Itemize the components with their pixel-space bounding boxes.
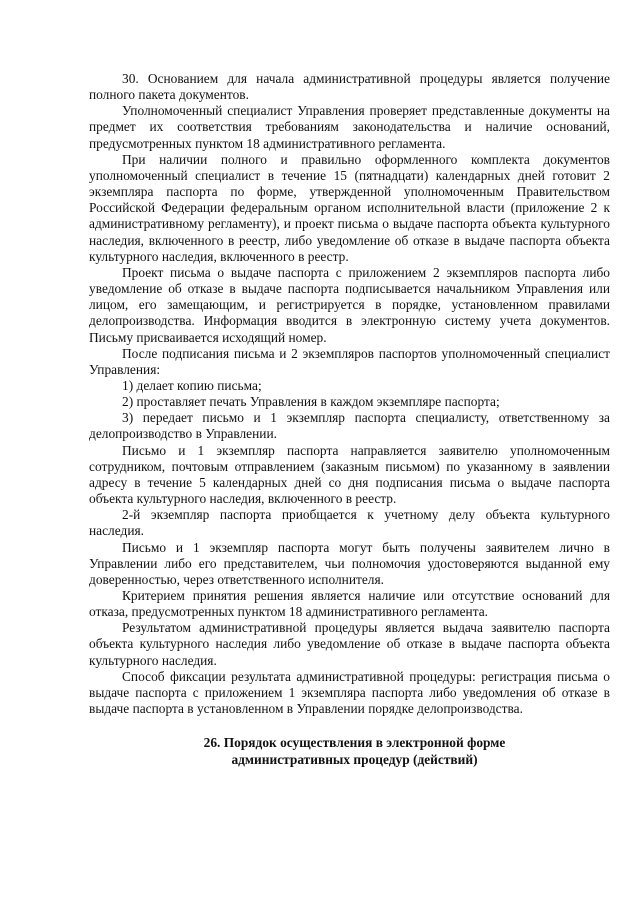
- section-heading-26: [89, 735, 610, 768]
- paragraph-send-to-applicant: Письмо и 1 экземпляр паспорта направляется заявителю уполномоченным сотрудником, почтовым отправлением (заказным письмом) по указанному в заявлении адресу в течение 5 календарных дней со дня подписания письма о выдаче паспорта объекта культурного наследия, включенного в реестр.: [89, 442, 610, 507]
- paragraph-second-copy: 2-й экземпляр паспорта приобщается к учетному делу объекта культурного наследия.: [89, 507, 610, 539]
- paragraph-specialist-check: Уполномоченный специалист Управления проверяет представленные документы на предмет их соответствия требованиям законодательства и наличие оснований, предусмотренных пунктом 18 административного регламента.: [89, 103, 610, 151]
- section-heading-line-1: 26. Порядок осуществления в электронной форме: [203, 735, 506, 751]
- paragraph-prepare-passport: При наличии полного и правильно оформленного комплекта документов уполномоченный специалист в течение 15 (пятнадцати) календарных дней готовит 2 экземпляра паспорта по форме, утвержденной уполномоченным Правительством Российской Федерации федеральным органом исполнительной власти (приложение 2 к административному регламенту), и проект письма о выдаче паспорта объекта культурного наследия, включенного в реестр, либо уведомление об отказе в выдаче паспорта объекта культурного наследия, включенного в реестр.: [89, 151, 610, 264]
- list-item-1: 1) делает копию письма;: [122, 377, 262, 393]
- paragraph-decision-criterion: Критерием принятия решения является наличие или отсутствие оснований для отказа, предусмотренных пунктом 18 административного регламента.: [89, 588, 610, 620]
- paragraph-after-signing: После подписания письма и 2 экземпляров паспортов уполномоченный специалист Управления:: [89, 345, 610, 377]
- paragraph-30-basis: 30. Основанием для начала административной процедуры является получение полного пакета документов.: [89, 71, 610, 103]
- section-heading-line-2: административных процедур (действий): [231, 751, 478, 767]
- paragraph-fixation-method: Способ фиксации результата административной процедуры: регистрация письма о выдаче паспорта с приложением 1 экземпляра паспорта либо уведомления об отказе в выдаче паспорта в установленном в Управлении порядке делопроизводства.: [89, 668, 610, 717]
- paragraph-personal-receipt: Письмо и 1 экземпляр паспорта могут быть получены заявителем лично в Управлении либо его представителем, чьи полномочия удостоверяются выданной ему доверенностью, через ответственного исполнителя.: [89, 539, 610, 587]
- document-page: [89, 71, 610, 768]
- list-item-3: 3) передает письмо и 1 экземпляр паспорта специалисту, ответственному за делопроизводство в Управлении.: [89, 410, 610, 442]
- list-item-2: 2) проставляет печать Управления в каждом экземпляре паспорта;: [122, 394, 500, 410]
- paragraph-letter-signing: Проект письма о выдаче паспорта с приложением 2 экземпляров паспорта либо уведомление об отказе в выдаче паспорта подписывается начальником Управления или лицом, его замещающим, и регистрируется в порядке, установленном правилами делопроизводства. Информация вводится в электронную систему учета документов. Письму присваивается исходящий номер.: [89, 264, 610, 345]
- paragraph-result: Результатом административной процедуры является выдача заявителю паспорта объекта культурного наследия либо уведомление об отказе в выдаче паспорта объекта культурного наследия.: [89, 620, 610, 668]
